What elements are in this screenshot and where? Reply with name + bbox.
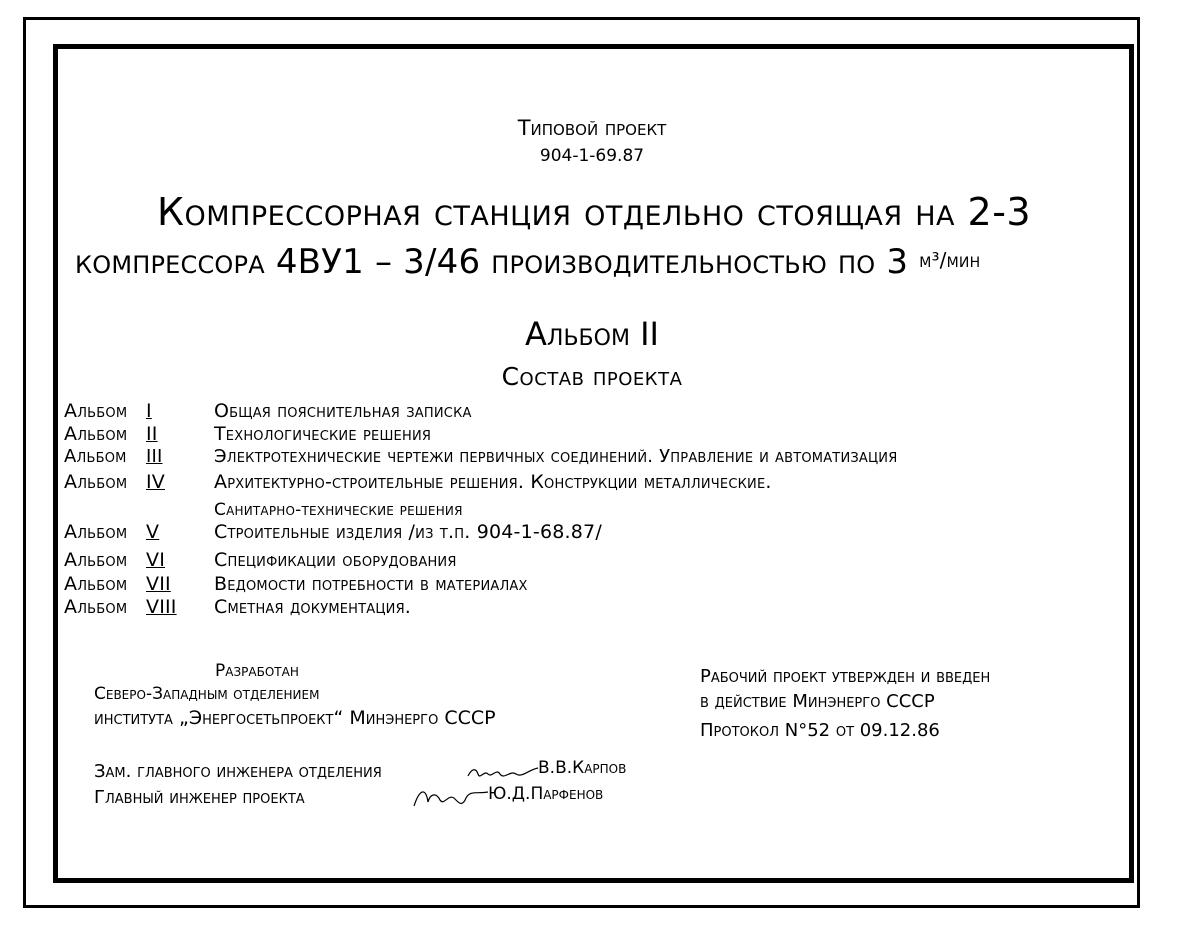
album-number: ІV — [146, 471, 166, 493]
title-line-2-unit: м³/мин — [919, 248, 981, 272]
title-line-2-main: компрессора 4ВУ1 – 3/46 производительностью по 3 — [75, 242, 909, 282]
album-heading: Альбом ІІ — [525, 315, 659, 353]
album-word: Альбом — [64, 423, 128, 445]
signature-handwritten-2 — [410, 784, 492, 812]
approval-line-1: Рабочий проект утвержден и введен — [700, 666, 991, 687]
album-number: ІІІ — [146, 446, 163, 467]
album-word: Альбом — [64, 446, 127, 467]
album-number: VІІ — [146, 573, 171, 595]
signature-role-2: Главный инженер проекта — [94, 787, 305, 808]
album-word: Альбом — [64, 573, 128, 595]
album-text: Ведомости потребности в материалах — [214, 573, 528, 595]
album-text: Спецификации оборудования — [214, 549, 457, 571]
header-project-type: Типовой проект — [517, 116, 667, 140]
header-project-number: 904-1-69.87 — [539, 146, 645, 166]
album-text: Технологические решения — [214, 423, 432, 445]
signature-handwritten-1 — [466, 762, 542, 784]
album-row-7 — [64, 575, 528, 594]
album-row-3 — [64, 448, 897, 466]
album-text: Архитектурно-строительные решения. Конструкции металлические. — [214, 471, 772, 493]
album-text: Сметная документация. — [214, 596, 412, 618]
album-row-1 — [64, 402, 472, 421]
album-row-2 — [64, 425, 431, 444]
title-line-2 — [75, 242, 981, 282]
developed-by-label: Разработан — [215, 661, 299, 681]
signature-name-1: В.В.Карпов — [538, 758, 627, 778]
album-number: І — [146, 400, 152, 422]
album-row-4 — [64, 473, 772, 492]
album-text: Строительные изделия /из т.п. 904-1-68.87/ — [214, 521, 602, 543]
album-row-8 — [64, 598, 411, 617]
composition-heading: Состав проекта — [501, 362, 683, 391]
album-number: ІІ — [146, 423, 158, 445]
developer-institute: института „Энергосетьпроект“ Минэнерго СССР — [94, 707, 496, 729]
album-row-4-cont — [64, 502, 463, 519]
album-word: Альбом — [64, 521, 128, 543]
album-word: Альбом — [64, 471, 128, 493]
album-word: Альбом — [64, 549, 128, 571]
album-text: Общая пояснительная записка — [214, 400, 472, 422]
album-row-5 — [64, 523, 602, 542]
album-number: VІ — [146, 549, 166, 571]
album-number: VІІІ — [146, 596, 177, 618]
album-number: V — [146, 521, 160, 543]
album-row-6 — [64, 551, 457, 570]
signature-name-2: Ю.Д.Парфенов — [488, 784, 604, 804]
title-line-1: Компрессорная станция отдельно стоящая на 2-3 — [157, 190, 1032, 234]
album-word: Альбом — [64, 400, 128, 422]
album-word: Альбом — [64, 596, 128, 618]
approval-line-2: в действие Минэнерго СССР — [700, 691, 935, 712]
signature-role-1: Зам. главного инженера отделения — [94, 761, 382, 782]
album-text: Электротехнические чертежи первичных соединений. Управление и автоматизация — [214, 446, 898, 467]
developer-department: Северо-Западным отделением — [94, 684, 320, 704]
approval-protocol: Протокол N°52 от 09.12.86 — [700, 720, 940, 741]
album-text: Санитарно-технические решения — [214, 500, 463, 520]
